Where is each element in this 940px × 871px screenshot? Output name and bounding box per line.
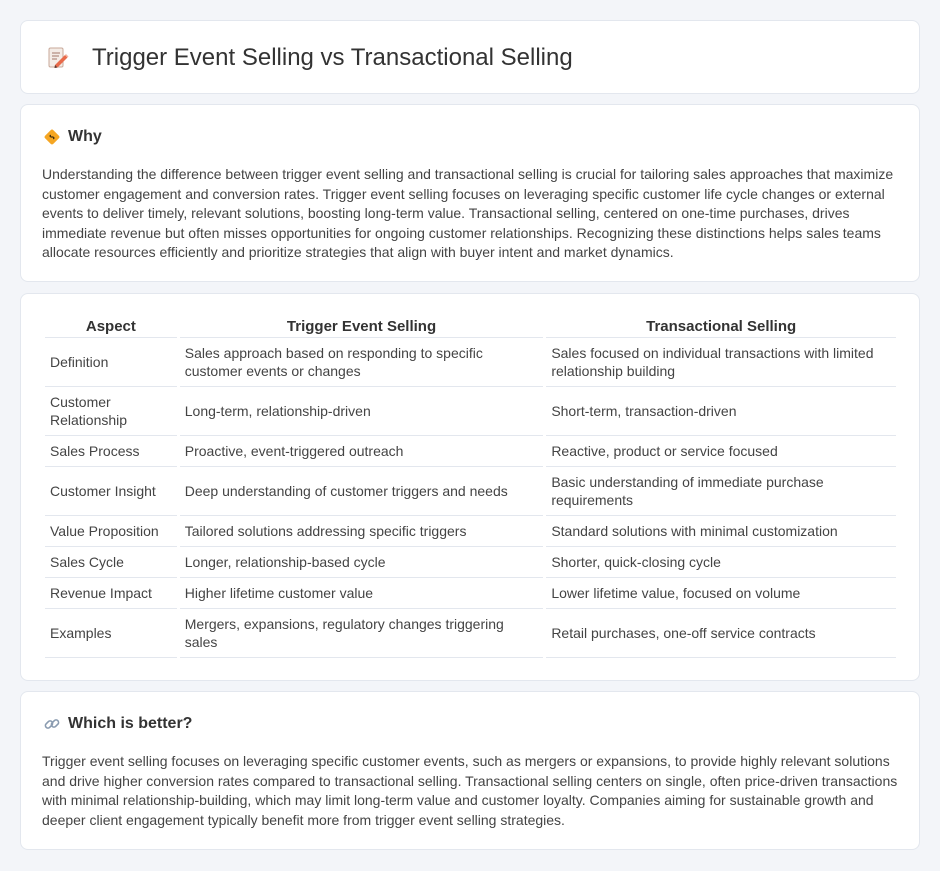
table-row bbox=[45, 436, 896, 467]
transactional-cell: Basic understanding of immediate purchase requirements bbox=[546, 467, 896, 516]
table-header-row bbox=[45, 316, 896, 338]
better-title: Which is better? bbox=[68, 715, 193, 732]
document-pencil-icon bbox=[46, 46, 70, 70]
trigger-cell: Mergers, expansions, regulatory changes triggering sales bbox=[180, 609, 544, 658]
transactional-cell: Standard solutions with minimal customization bbox=[546, 516, 896, 547]
better-heading bbox=[43, 714, 192, 734]
trigger-cell: Higher lifetime customer value bbox=[180, 578, 544, 609]
transactional-cell: Shorter, quick-closing cycle bbox=[546, 547, 896, 578]
link-icon bbox=[43, 715, 61, 733]
why-title: Why bbox=[68, 128, 102, 145]
trigger-cell: Tailored solutions addressing specific triggers bbox=[180, 516, 544, 547]
table-row bbox=[45, 578, 896, 609]
aspect-cell: Sales Cycle bbox=[45, 547, 177, 578]
table-row bbox=[45, 516, 896, 547]
comparison-table bbox=[42, 316, 899, 658]
transactional-cell: Sales focused on individual transactions with limited relationship building bbox=[546, 338, 896, 387]
table-row bbox=[45, 338, 896, 387]
header-aspect: Aspect bbox=[45, 316, 177, 338]
better-body: Trigger event selling focuses on leveraging specific customer events, such as mergers or expansions, to provide highly relevant solutions and drive higher conversion rates compared to transactional selling. Transactional selling centers on single, often price-driven transactions with minimal relationship-building, which may limit long-term value and customer loyalty. Companies aiming for sustainable growth and deeper client engagement typically benefit more from trigger event selling strategies. bbox=[42, 753, 898, 828]
warning-diamond-icon bbox=[43, 128, 61, 146]
aspect-cell: Revenue Impact bbox=[45, 578, 177, 609]
title-card bbox=[20, 20, 920, 94]
transactional-cell: Retail purchases, one-off service contracts bbox=[546, 609, 896, 658]
aspect-cell: Definition bbox=[45, 338, 177, 387]
transactional-cell: Lower lifetime value, focused on volume bbox=[546, 578, 896, 609]
trigger-cell: Longer, relationship-based cycle bbox=[180, 547, 544, 578]
comparison-section bbox=[20, 293, 920, 681]
trigger-cell: Long-term, relationship-driven bbox=[180, 387, 544, 436]
page-title: Trigger Event Selling vs Transactional Selling bbox=[92, 44, 573, 71]
header-trigger-event-selling: Trigger Event Selling bbox=[180, 316, 544, 338]
which-is-better-section bbox=[20, 691, 920, 850]
table-row bbox=[45, 547, 896, 578]
aspect-cell: Value Proposition bbox=[45, 516, 177, 547]
table-row bbox=[45, 609, 896, 658]
transactional-cell: Short-term, transaction-driven bbox=[546, 387, 896, 436]
trigger-cell: Proactive, event-triggered outreach bbox=[180, 436, 544, 467]
why-section bbox=[20, 104, 920, 282]
why-body: Understanding the difference between trigger event selling and transactional selling is crucial for tailoring sales approaches that maximize customer engagement and conversion rates. Trigger event selling focuses on leveraging specific customer life cycle changes or external events to deliver timely, relevant solutions, boosting long-term value. Transactional selling, centered on one-time purchases, drives immediate revenue but often misses opportunities for ongoing customer relationships. Recognizing these distinctions helps sales teams allocate resources efficiently and prioritize strategies that align with buyer intent and market dynamics. bbox=[42, 166, 894, 260]
transactional-cell: Reactive, product or service focused bbox=[546, 436, 896, 467]
why-heading bbox=[43, 127, 102, 147]
header-transactional-selling: Transactional Selling bbox=[546, 316, 896, 338]
table-row bbox=[45, 387, 896, 436]
trigger-cell: Sales approach based on responding to specific customer events or changes bbox=[180, 338, 544, 387]
trigger-cell: Deep understanding of customer triggers and needs bbox=[180, 467, 544, 516]
aspect-cell: Customer Insight bbox=[45, 467, 177, 516]
aspect-cell: Customer Relationship bbox=[45, 387, 177, 436]
aspect-cell: Examples bbox=[45, 609, 177, 658]
aspect-cell: Sales Process bbox=[45, 436, 177, 467]
table-row bbox=[45, 467, 896, 516]
